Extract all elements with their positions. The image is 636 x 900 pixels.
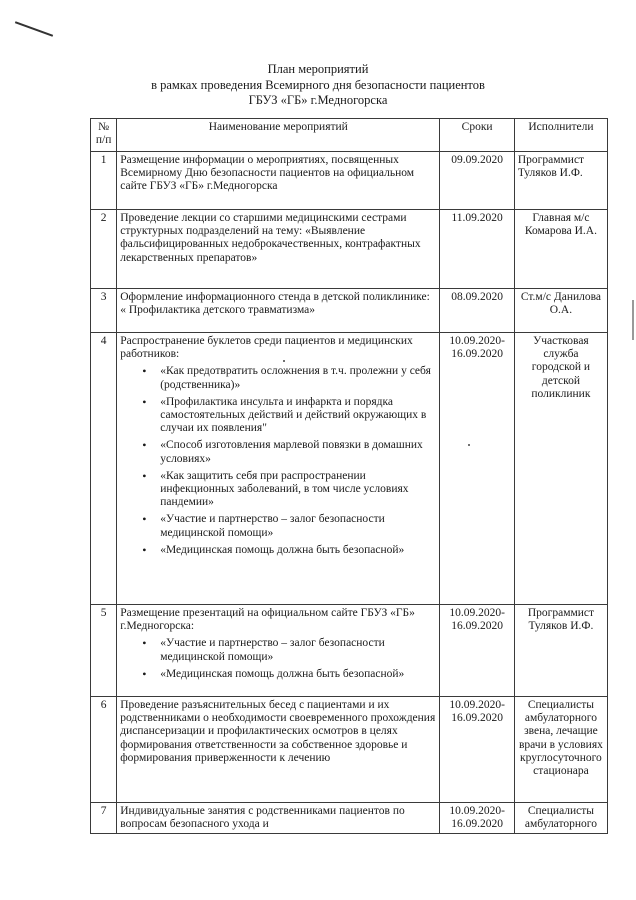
- row-date: 08.09.2020: [440, 289, 514, 333]
- list-item: • «Способ изготовления марлевой повязки в домашних условиях»: [160, 439, 436, 465]
- row-date: 10.09.2020-16.09.2020: [440, 803, 514, 834]
- row-number: 3: [91, 289, 117, 333]
- row-name: Проведение разъяснительных бесед с пациентами и их родственниками о необходимости своевременного прохождения диспансеризации и профилактических осмотров в целях формирования ответственности за собственное здоровье и формирования приверженности к лечению: [117, 697, 440, 803]
- row-date: 11.09.2020: [440, 210, 514, 289]
- row-executor: Главная м/с Комарова И.А.: [514, 210, 607, 289]
- list-item: • «Медицинская помощь должна быть безопасной»: [160, 668, 436, 681]
- table-row: [91, 152, 608, 210]
- list-item: • «Как защитить себя при распространении инфекционных заболеваний, в том числе условиях пандемии»: [160, 470, 436, 510]
- row-number: 2: [91, 210, 117, 289]
- header-number-line2: п/п: [95, 134, 112, 147]
- title-line-3: ГБУЗ «ГБ» г.Медногорска: [248, 93, 388, 107]
- table-row: [91, 289, 608, 333]
- row-number: 4: [91, 333, 117, 605]
- row-date: 10.09.2020-16.09.2020: [440, 605, 514, 697]
- row-executor: Специалисты амбулаторного: [514, 803, 607, 834]
- scan-artifact-mark: [15, 21, 53, 37]
- scan-edge-shadow: [632, 300, 634, 340]
- table-row: [91, 333, 608, 605]
- presentation-list: [120, 637, 436, 681]
- list-item: • «Как предотвратить осложнения в т.ч. пролежни у себя (родственника)»: [160, 365, 436, 391]
- table-row: [91, 803, 608, 834]
- list-item: • «Участие и партнерство – залог безопасности медицинской помощи»: [160, 637, 436, 663]
- row-number: 6: [91, 697, 117, 803]
- row-name: Размещение информации о мероприятиях, посвященных Всемирному Дню безопасности пациентов на официальном сайте ГБУЗ «ГБ» г.Медногорска: [117, 152, 440, 210]
- row-name: [117, 333, 440, 605]
- header-number: [91, 119, 117, 152]
- row-name-intro: Размещение презентаций на официальном сайте ГБУЗ «ГБ» г.Медногорска:: [120, 607, 415, 633]
- table-header-row: [91, 119, 608, 152]
- row-number: 5: [91, 605, 117, 697]
- row-name: Проведение лекции со старшими медицинскими сестрами структурных подразделений на тему: «Выявление фальсифицированных недоброкачественных, контрафактных лекарственных препаратов»: [117, 210, 440, 289]
- header-name: Наименование мероприятий: [117, 119, 440, 152]
- row-name: Оформление информационного стенда в детской поликлинике: « Профилактика детского травматизма»: [117, 289, 440, 333]
- row-date: 10.09.2020-16.09.2020: [440, 697, 514, 803]
- table-row: [91, 697, 608, 803]
- list-item: • «Профилактика инсульта и инфаркта и порядка самостоятельных действий и действий окружающих в случаи их появления": [160, 396, 436, 436]
- header-number-line1: №: [98, 121, 110, 133]
- row-name-intro: Распространение буклетов среди пациентов и медицинских работников:: [120, 335, 413, 361]
- row-name: [117, 605, 440, 697]
- title-line-2: в рамках проведения Всемирного дня безопасности пациентов: [151, 77, 485, 92]
- document-title: [0, 62, 636, 109]
- table-row: [91, 210, 608, 289]
- row-number: 7: [91, 803, 117, 834]
- table-row: [91, 605, 608, 697]
- header-date: Сроки: [440, 119, 514, 152]
- row-number: 1: [91, 152, 117, 210]
- row-executor: Участковая служба городской и детской поликлиник: [514, 333, 607, 605]
- header-executor: Исполнители: [514, 119, 607, 152]
- row-name: Индивидуальные занятия с родственниками пациентов по вопросам безопасного ухода и: [117, 803, 440, 834]
- row-date: 10.09.2020-16.09.2020: [440, 333, 514, 605]
- row-date: 09.09.2020: [440, 152, 514, 210]
- list-item: • «Участие и партнерство – залог безопасности медицинской помощи»: [160, 513, 436, 539]
- title-line-1: План мероприятий: [267, 62, 369, 76]
- events-plan-table: [90, 118, 608, 834]
- booklet-list: [120, 365, 436, 557]
- row-executor: Программист Туляков И.Ф.: [514, 152, 607, 210]
- list-item: • «Медицинская помощь должна быть безопасной»: [160, 544, 436, 557]
- row-executor: Ст.м/с Данилова О.А.: [514, 289, 607, 333]
- row-executor: Программист Туляков И.Ф.: [514, 605, 607, 697]
- row-executor: Специалисты амбулаторного звена, лечащие врачи в условиях круглосуточного стационара: [514, 697, 607, 803]
